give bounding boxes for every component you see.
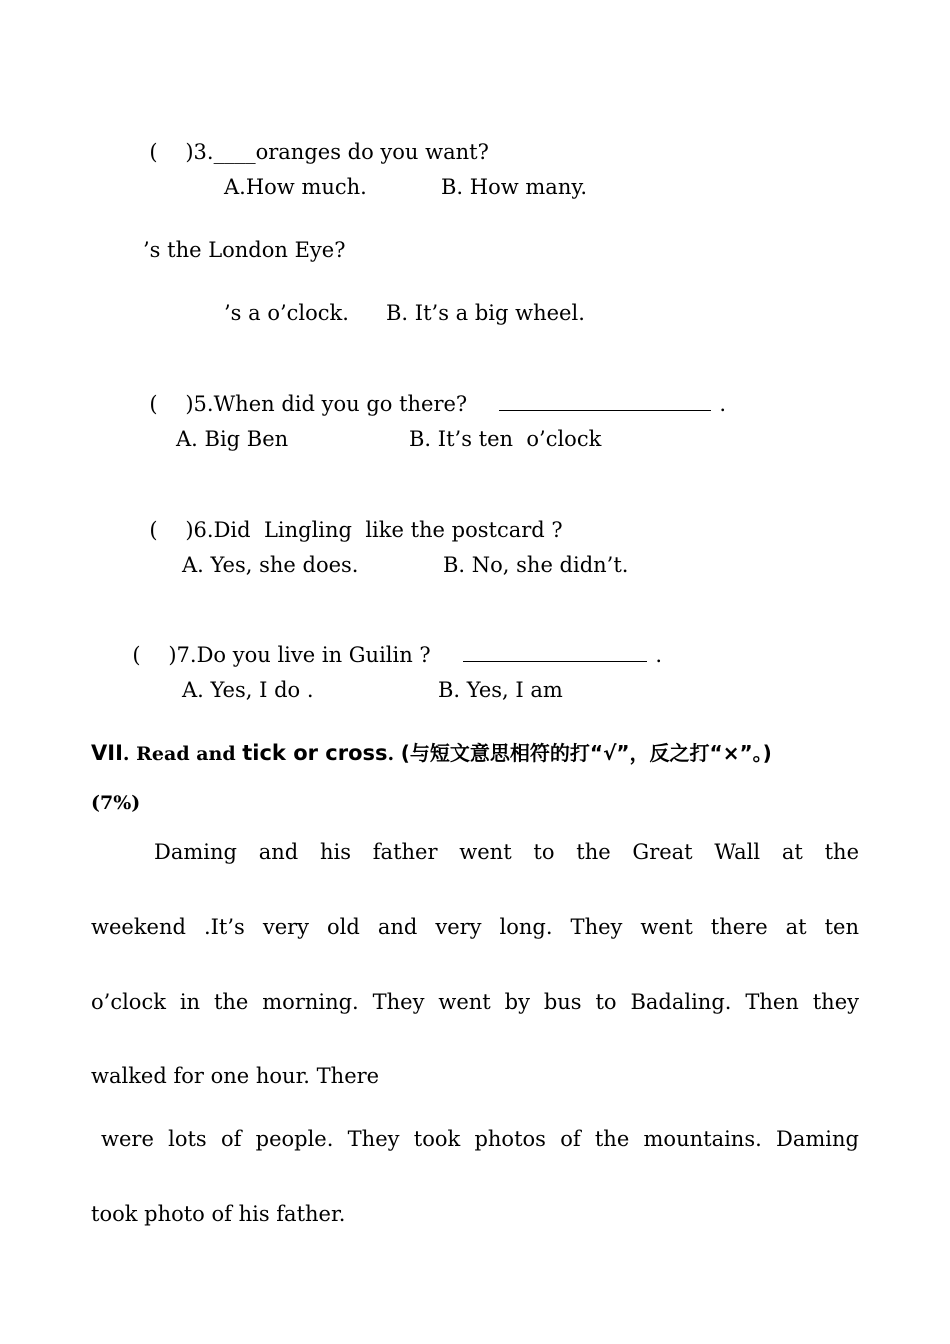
answer-paren-close: )6. — [185, 518, 214, 542]
passage-line-5: were lots of people. They took photos of the mountains. Daming — [101, 1127, 859, 1151]
question-5-option-b: B. It’s ten o’clock — [409, 427, 602, 451]
passage-line-2: weekend .It’s very old and very long. They went there at ten — [91, 915, 859, 939]
section-dot: . — [122, 743, 137, 765]
answer-blank-line — [499, 392, 711, 411]
question-5 — [136, 362, 467, 418]
section-instruction-cn: (与短文意思相符的打“√”，反之打“×”。) — [400, 741, 772, 765]
answer-paren-open: ( — [132, 643, 141, 667]
question-7-option-b: B. Yes, I am — [438, 678, 563, 702]
answer-paren-close: )3. — [185, 140, 214, 164]
question-7 — [119, 613, 431, 669]
answer-paren-open: ( — [149, 392, 158, 416]
section-7-heading — [91, 738, 772, 769]
passage-line-6: took photo of his father. — [91, 1202, 346, 1226]
question-5-option-a: A. Big Ben — [176, 427, 289, 451]
question-3 — [136, 110, 489, 166]
question-4-option-b: B. It’s a big wheel. — [386, 301, 585, 325]
question-4-stem: ’s the London Eye? — [143, 238, 346, 262]
question-6 — [136, 488, 563, 544]
passage-line-3: o’clock in the morning. They went by bus to Badaling. Then they — [91, 990, 859, 1014]
question-7-option-a: A. Yes, I do . — [182, 678, 314, 702]
answer-blank: ____ — [213, 140, 256, 164]
section-dot: . — [387, 743, 401, 765]
question-end-dot: . — [719, 392, 727, 416]
question-7-answer-line — [450, 613, 662, 669]
section-numeral: VII — [91, 741, 123, 765]
section-read-and: Read and — [136, 743, 243, 765]
section-tick-or-cross: tick or cross — [242, 741, 388, 765]
answer-paren-open: ( — [149, 518, 158, 542]
answer-blank-line — [463, 643, 647, 662]
question-3-option-a: A.How much. — [224, 175, 367, 199]
question-3-option-b: B. How many. — [441, 175, 588, 199]
question-4-option-a: ’s a o’clock. — [224, 301, 349, 325]
question-5-answer-line — [486, 362, 726, 418]
question-end-dot: . — [655, 643, 663, 667]
section-7-score: (7%) — [91, 792, 141, 814]
question-stem: Did Lingling like the postcard ? — [213, 518, 563, 542]
answer-paren-close: )5. — [185, 392, 214, 416]
question-stem: Do you live in Guilin ? — [196, 643, 431, 667]
question-stem: When did you go there? — [213, 392, 468, 416]
passage-line-4: walked for one hour. There — [91, 1064, 380, 1088]
answer-paren-close: )7. — [168, 643, 197, 667]
question-6-option-b: B. No, she didn’t. — [443, 553, 629, 577]
question-6-option-a: A. Yes, she does. — [182, 553, 359, 577]
passage-line-1: Daming and his father went to the Great Wall at the — [154, 840, 859, 864]
question-stem: oranges do you want? — [255, 140, 489, 164]
answer-paren-open: ( — [149, 140, 158, 164]
